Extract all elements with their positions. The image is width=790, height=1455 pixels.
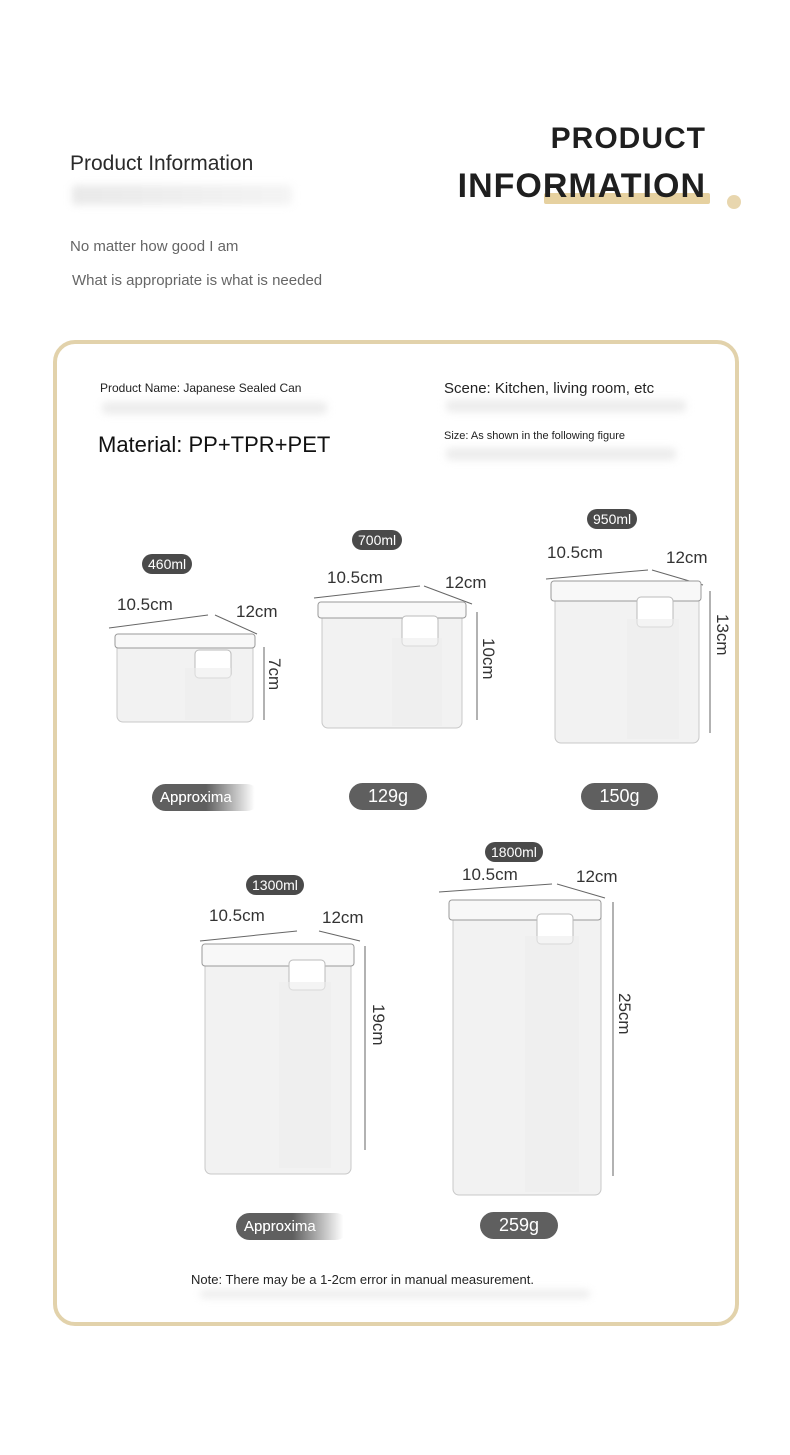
tagline-line-1: No matter how good I am (70, 238, 239, 255)
height-label: 25cm (615, 993, 634, 1035)
depth-label: 12cm (666, 548, 708, 567)
width-label: 10.5cm (209, 906, 265, 925)
container-700ml-image (312, 582, 492, 732)
section-title: Product Information (70, 152, 254, 175)
capacity-badge: 950ml (587, 509, 637, 529)
container-1800ml-image (437, 880, 627, 1200)
capacity-badge: 700ml (352, 530, 402, 550)
width-label: 10.5cm (117, 595, 173, 614)
weight-badge: 150g (581, 783, 658, 810)
depth-label: 12cm (236, 602, 278, 621)
height-label: 7cm (265, 658, 284, 691)
blurred-line (446, 400, 686, 412)
height-label: 13cm (713, 614, 732, 656)
product-info-card (53, 340, 739, 1326)
width-label: 10.5cm (462, 865, 518, 884)
measurement-note: Note: There may be a 1-2cm error in manual measurement. (191, 1272, 534, 1287)
capacity-badge: 1800ml (485, 842, 543, 862)
width-label: 10.5cm (327, 568, 383, 587)
scene: Scene: Kitchen, living room, etc (444, 380, 655, 397)
depth-label: 12cm (576, 867, 618, 886)
height-label: 10cm (479, 638, 498, 680)
weight-badge: Approxima (152, 784, 260, 811)
container-460ml-image (105, 612, 275, 732)
tagline-line-2: What is appropriate is what is needed (72, 272, 323, 289)
depth-label: 12cm (445, 573, 487, 592)
heading-information: INFORMATION (457, 167, 706, 205)
blurred-subtitle (72, 185, 292, 205)
container-950ml-image (543, 565, 723, 750)
blurred-line (446, 448, 676, 460)
container-1300ml-image (197, 926, 377, 1181)
height-label: 19cm (369, 1004, 388, 1046)
blurred-line (200, 1290, 590, 1298)
product-name: Product Name: Japanese Sealed Can (100, 381, 302, 395)
decorative-dot (727, 195, 741, 209)
weight-badge: 129g (349, 783, 427, 810)
capacity-badge: 1300ml (246, 875, 304, 895)
width-label: 10.5cm (547, 543, 603, 562)
size-note: Size: As shown in the following figure (444, 430, 625, 442)
heading-product: PRODUCT (550, 122, 706, 155)
depth-label: 12cm (322, 908, 364, 927)
material: Material: PP+TPR+PET (98, 432, 331, 457)
weight-badge: Approxima (236, 1213, 349, 1240)
weight-badge: 259g (480, 1212, 558, 1239)
blurred-line (102, 402, 327, 414)
capacity-badge: 460ml (142, 554, 192, 574)
